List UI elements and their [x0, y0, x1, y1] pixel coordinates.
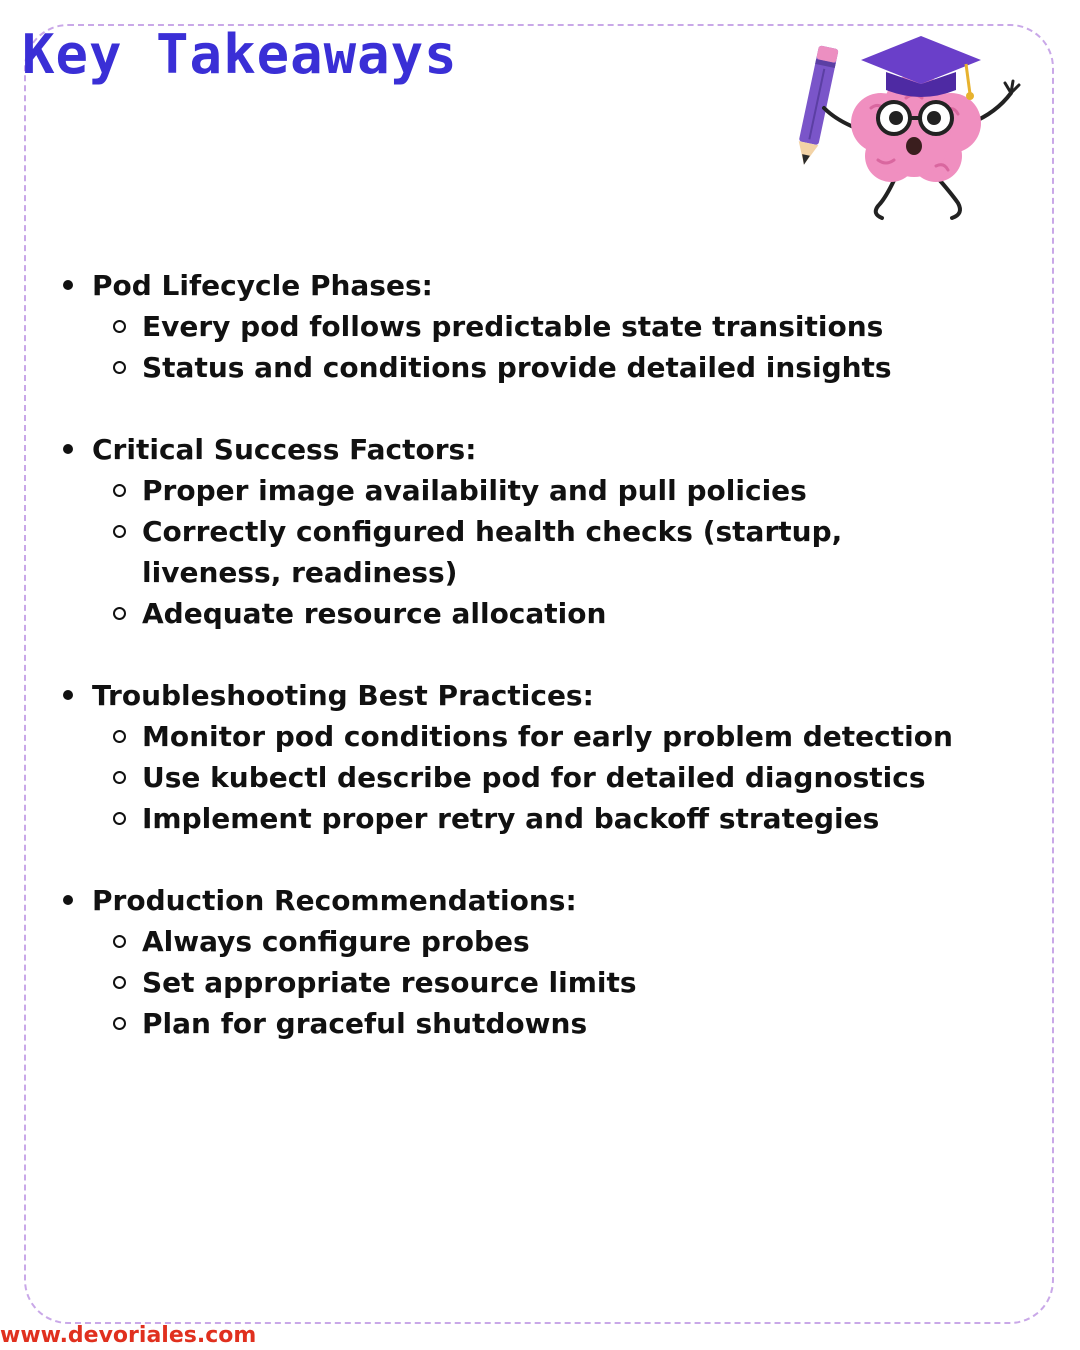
circle-bullet-icon: [113, 730, 126, 743]
sub-list: [60, 470, 960, 634]
circle-bullet-icon: [113, 484, 126, 497]
circle-bullet-icon: [113, 361, 126, 374]
list-item: Always configure probes: [60, 921, 960, 962]
circle-bullet-icon: [113, 1017, 126, 1030]
bullet-icon: [63, 690, 73, 700]
circle-bullet-icon: [113, 935, 126, 948]
circle-bullet-icon: [113, 976, 126, 989]
bullet-icon: [63, 280, 73, 290]
list-item: Monitor pod conditions for early problem detection: [60, 716, 960, 757]
circle-bullet-icon: [113, 607, 126, 620]
takeaways-list: [60, 265, 960, 1085]
list-item: Correctly configured health checks (startup, liveness, readiness): [60, 511, 960, 593]
section-title: Production Recommendations:: [60, 880, 960, 921]
list-item: Use kubectl describe pod for detailed diagnostics: [60, 757, 960, 798]
section-title: Critical Success Factors:: [60, 429, 960, 470]
circle-bullet-icon: [113, 525, 126, 538]
list-item: Adequate resource allocation: [60, 593, 960, 634]
circle-bullet-icon: [113, 771, 126, 784]
sub-list: [60, 716, 960, 839]
section-title: Troubleshooting Best Practices:: [60, 675, 960, 716]
list-item: Implement proper retry and backoff strategies: [60, 798, 960, 839]
list-item: Set appropriate resource limits: [60, 962, 960, 1003]
circle-bullet-icon: [113, 320, 126, 333]
section-title: Pod Lifecycle Phases:: [60, 265, 960, 306]
section-pod-lifecycle-phases: [60, 265, 960, 388]
page-title: Key Takeaways: [22, 23, 458, 86]
bullet-icon: [63, 444, 73, 454]
section-production-recommendations: [60, 880, 960, 1044]
bullet-icon: [63, 895, 73, 905]
list-item: Plan for graceful shutdowns: [60, 1003, 960, 1044]
list-item: Proper image availability and pull policies: [60, 470, 960, 511]
sub-list: [60, 306, 960, 388]
section-critical-success-factors: [60, 429, 960, 634]
website-link[interactable]: www.devoriales.com: [0, 1323, 257, 1348]
list-item: Status and conditions provide detailed insights: [60, 347, 960, 388]
sub-list: [60, 921, 960, 1044]
brain-mascot-icon: [786, 28, 1036, 228]
circle-bullet-icon: [113, 812, 126, 825]
section-troubleshooting-best-practices: [60, 675, 960, 839]
list-item: Every pod follows predictable state transitions: [60, 306, 960, 347]
